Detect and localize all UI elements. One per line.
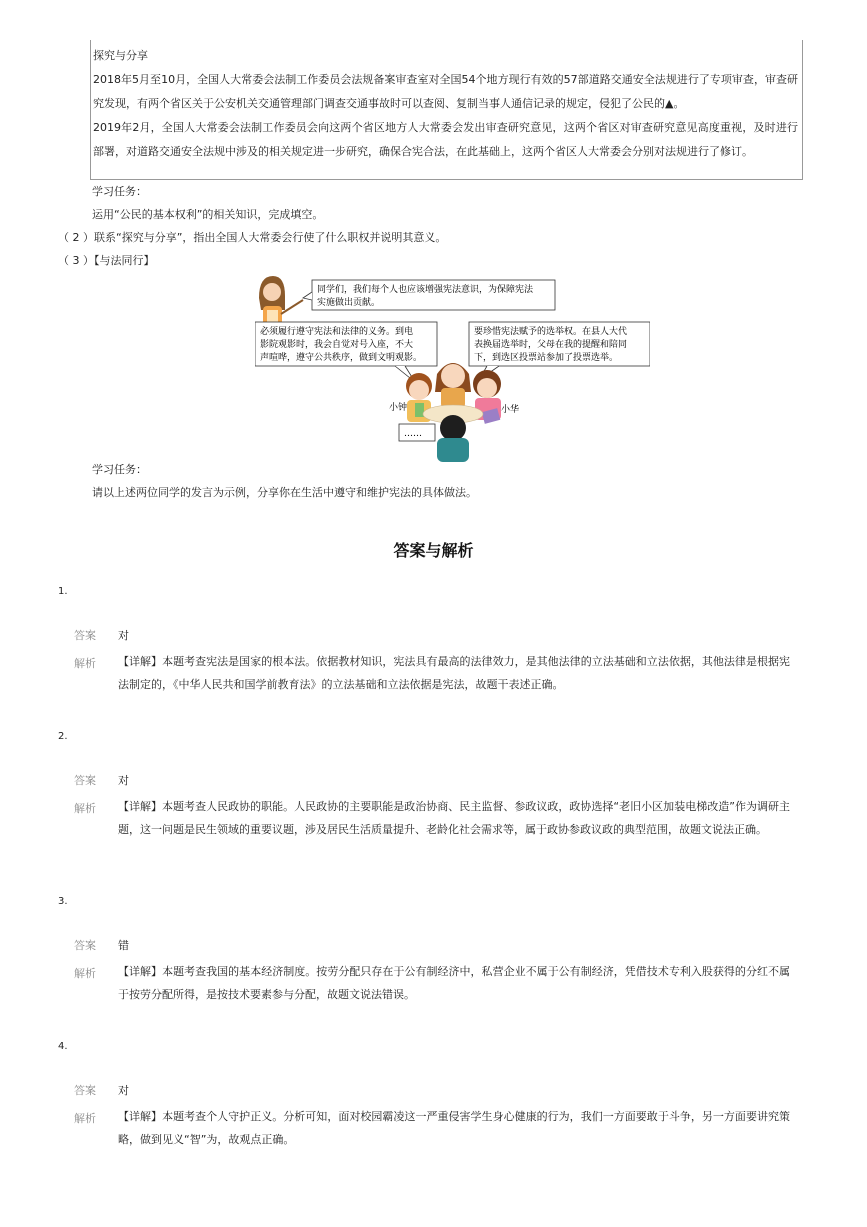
- answer-number: 2.: [58, 731, 68, 742]
- analysis-label: 解析: [74, 1112, 96, 1125]
- classroom-illustration: [255, 270, 650, 462]
- answer-label: 答案: [74, 774, 96, 787]
- analysis-text: 【详解】本题考查个人守护正义。分析可知，面对校园霸凌这一严重侵害学生身心健康的行为，我们一方面要敢于斗争，另一方面要讲究策略，做到见义“智”为，故观点正确。: [118, 1110, 790, 1146]
- passage-box: [90, 40, 803, 180]
- task2-label: 学习任务：: [92, 463, 147, 476]
- question-3-number: （ 3 ）: [58, 254, 94, 267]
- analysis-text: 【详解】本题考查宪法是国家的根本法。依据教材知识，宪法具有最高的法律效力，是其他法律的立法基础和立法依据，其他法律是根据宪法制定的，《中华人民共和国学前教育法》的立法基础和立法依据是宪法，故题干表述正确。: [118, 655, 790, 691]
- right-bubble-line-1: 要珍惜宪法赋予的选举权。在县人大代: [474, 327, 628, 337]
- analysis-label: 解析: [74, 657, 96, 670]
- task1-label: 学习任务：: [92, 185, 147, 198]
- question-2-text: 联系“探究与分享”，指出全国人大常委会行使了什么职权并说明其意义。: [94, 231, 447, 244]
- answer-label: 答案: [74, 939, 96, 952]
- answer-value: 对: [118, 1084, 129, 1097]
- name-label-left: 小钟: [389, 403, 408, 413]
- passage-para-1: 2018年5月至10月，全国人大常委会法制工作委员会法规备案审查室对全国54个地方现行有效的57部道路交通安全法规进行了专项审查，审查研究发现，有两个省区关于公安机关交通管理部门调查交通事故时可以查阅、复制当事人通信记录的规定，侵犯了公民的▲。: [93, 73, 798, 110]
- left-bubble-line-1: 必须履行遵守宪法和法律的义务。到电: [260, 327, 414, 337]
- teacher-bubble-line-2: 实施做出贡献。: [317, 298, 381, 308]
- left-bubble-line-2: 影院观影时，我会自觉对号入座，不大: [260, 340, 414, 350]
- question-2-number: （ 2 ）: [58, 231, 94, 244]
- task1-text: 运用“公民的基本权利”的相关知识，完成填空。: [92, 208, 324, 221]
- right-bubble-line-2: 表换届选举时，父母在我的提醒和陪同: [474, 340, 628, 350]
- left-bubble-line-3: 声喧哗，遵守公共秩序，做到文明观影。: [260, 353, 423, 363]
- analysis-text: 【详解】本题考查我国的基本经济制度。按劳分配只存在于公有制经济中，私营企业不属于公有制经济，凭借技术专利入股获得的分红不属于按劳分配所得，是按技术要素参与分配，故题文说法错误。: [118, 965, 790, 1001]
- question-3: [58, 253, 155, 269]
- name-label-right: 小华: [501, 405, 520, 415]
- answer-value: 错: [118, 939, 129, 952]
- task2-text: 请以上述两位同学的发言为示例，分享你在生活中遵守和维护宪法的具体做法。: [92, 486, 477, 499]
- answers-title: 答案与解析: [393, 541, 474, 560]
- answer-number: 1.: [58, 586, 68, 597]
- passage-heading: 探究与分享: [93, 49, 148, 62]
- analysis-label: 解析: [74, 802, 96, 815]
- analysis-label: 解析: [74, 967, 96, 980]
- question-3-text: 【与法同行】: [94, 254, 155, 267]
- answer-value: 对: [118, 774, 129, 787]
- question-2: [58, 230, 446, 246]
- answer-number: 4.: [58, 1041, 68, 1052]
- small-bubble-text: ……: [404, 429, 422, 439]
- answer-label: 答案: [74, 629, 96, 642]
- answer-number: 3.: [58, 896, 68, 907]
- analysis-text: 【详解】本题考查人民政协的职能。人民政协的主要职能是政治协商、民主监督、参政议政，政协选择“老旧小区加装电梯改造”作为调研主题，这一问题是民生领域的重要议题，涉及居民生活质量提升、老龄化社会需求等，属于政协参政议政的典型范围，故题文说法正确。: [118, 800, 790, 836]
- teacher-bubble-line-1: 同学们，我们每个人也应该增强宪法意识，为保障宪法: [317, 285, 534, 295]
- answer-value: 对: [118, 629, 129, 642]
- right-bubble-line-3: 下，到选区投票站参加了投票选举。: [474, 353, 619, 363]
- students-group: [406, 363, 501, 462]
- answer-label: 答案: [74, 1084, 96, 1097]
- passage-para-2: 2019年2月，全国人大常委会法制工作委员会向这两个省区地方人大常委会发出审查研究意见，这两个省区对审查研究意见高度重视，及时进行部署，对道路交通安全法规中涉及的相关规定进一步研究，确保合宪合法，在此基础上，这两个省区人大常委会分别对法规进行了修订。: [93, 121, 798, 158]
